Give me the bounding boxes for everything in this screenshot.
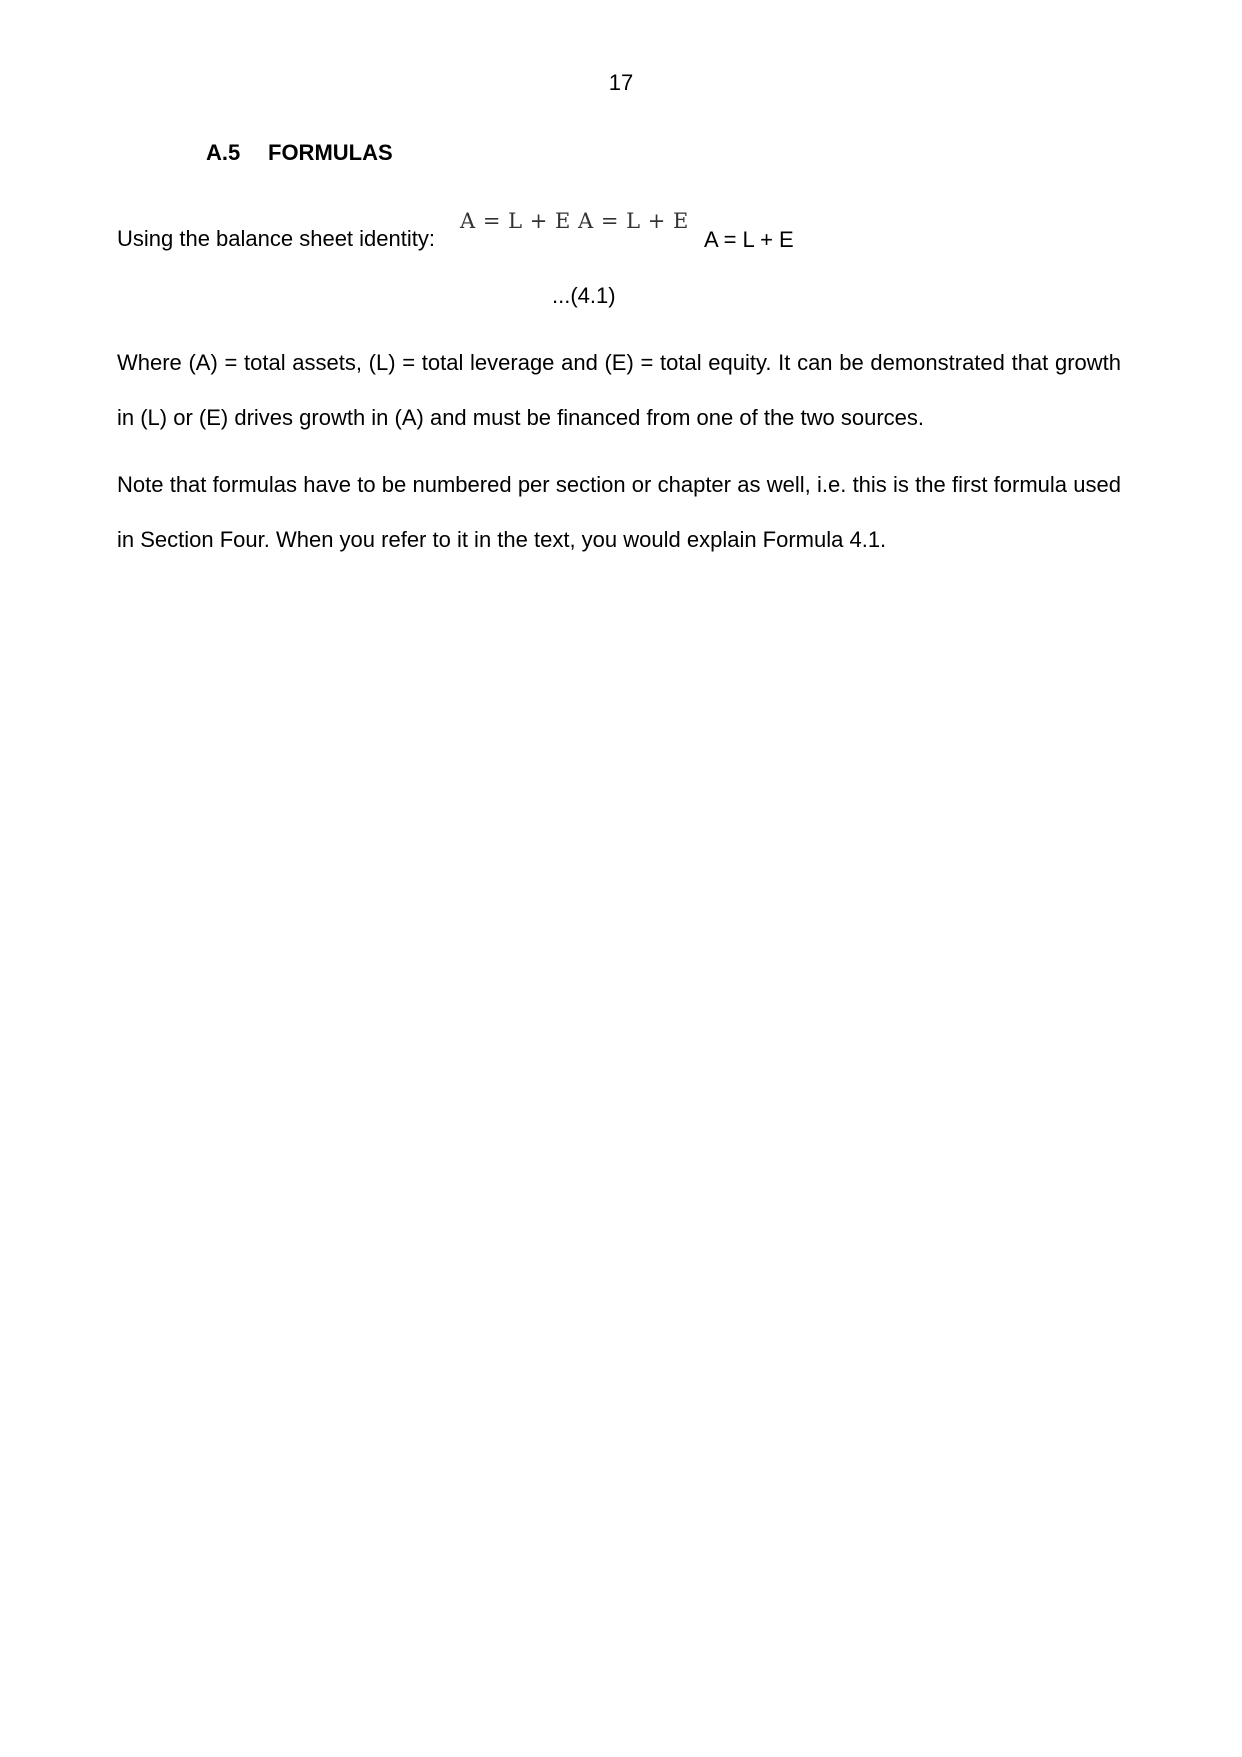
formula-text: A = L + E	[704, 227, 794, 252]
section-number: A.5	[206, 140, 241, 165]
section-title: FORMULAS	[268, 140, 393, 165]
paragraph-numbering-note: Note that formulas have to be numbered per section or chapter as well, i.e. this is the first formula used in Section Four. When you refer to it in the text, you would explain Formula 4.1.	[117, 472, 1121, 552]
section-heading	[206, 140, 393, 166]
page-number: 17	[608, 70, 634, 95]
formula-image: A = L + E A = L + E	[460, 209, 689, 233]
identity-intro: Using the balance sheet identity:	[117, 226, 435, 251]
equation-number: ...(4.1)	[552, 283, 616, 308]
paragraph-definition: Where (A) = total assets, (L) = total leverage and (E) = total equity. It can be demonstrated that growth in (L) or (E) drives growth in (A) and must be financed from one of the two sources.	[117, 350, 1121, 430]
